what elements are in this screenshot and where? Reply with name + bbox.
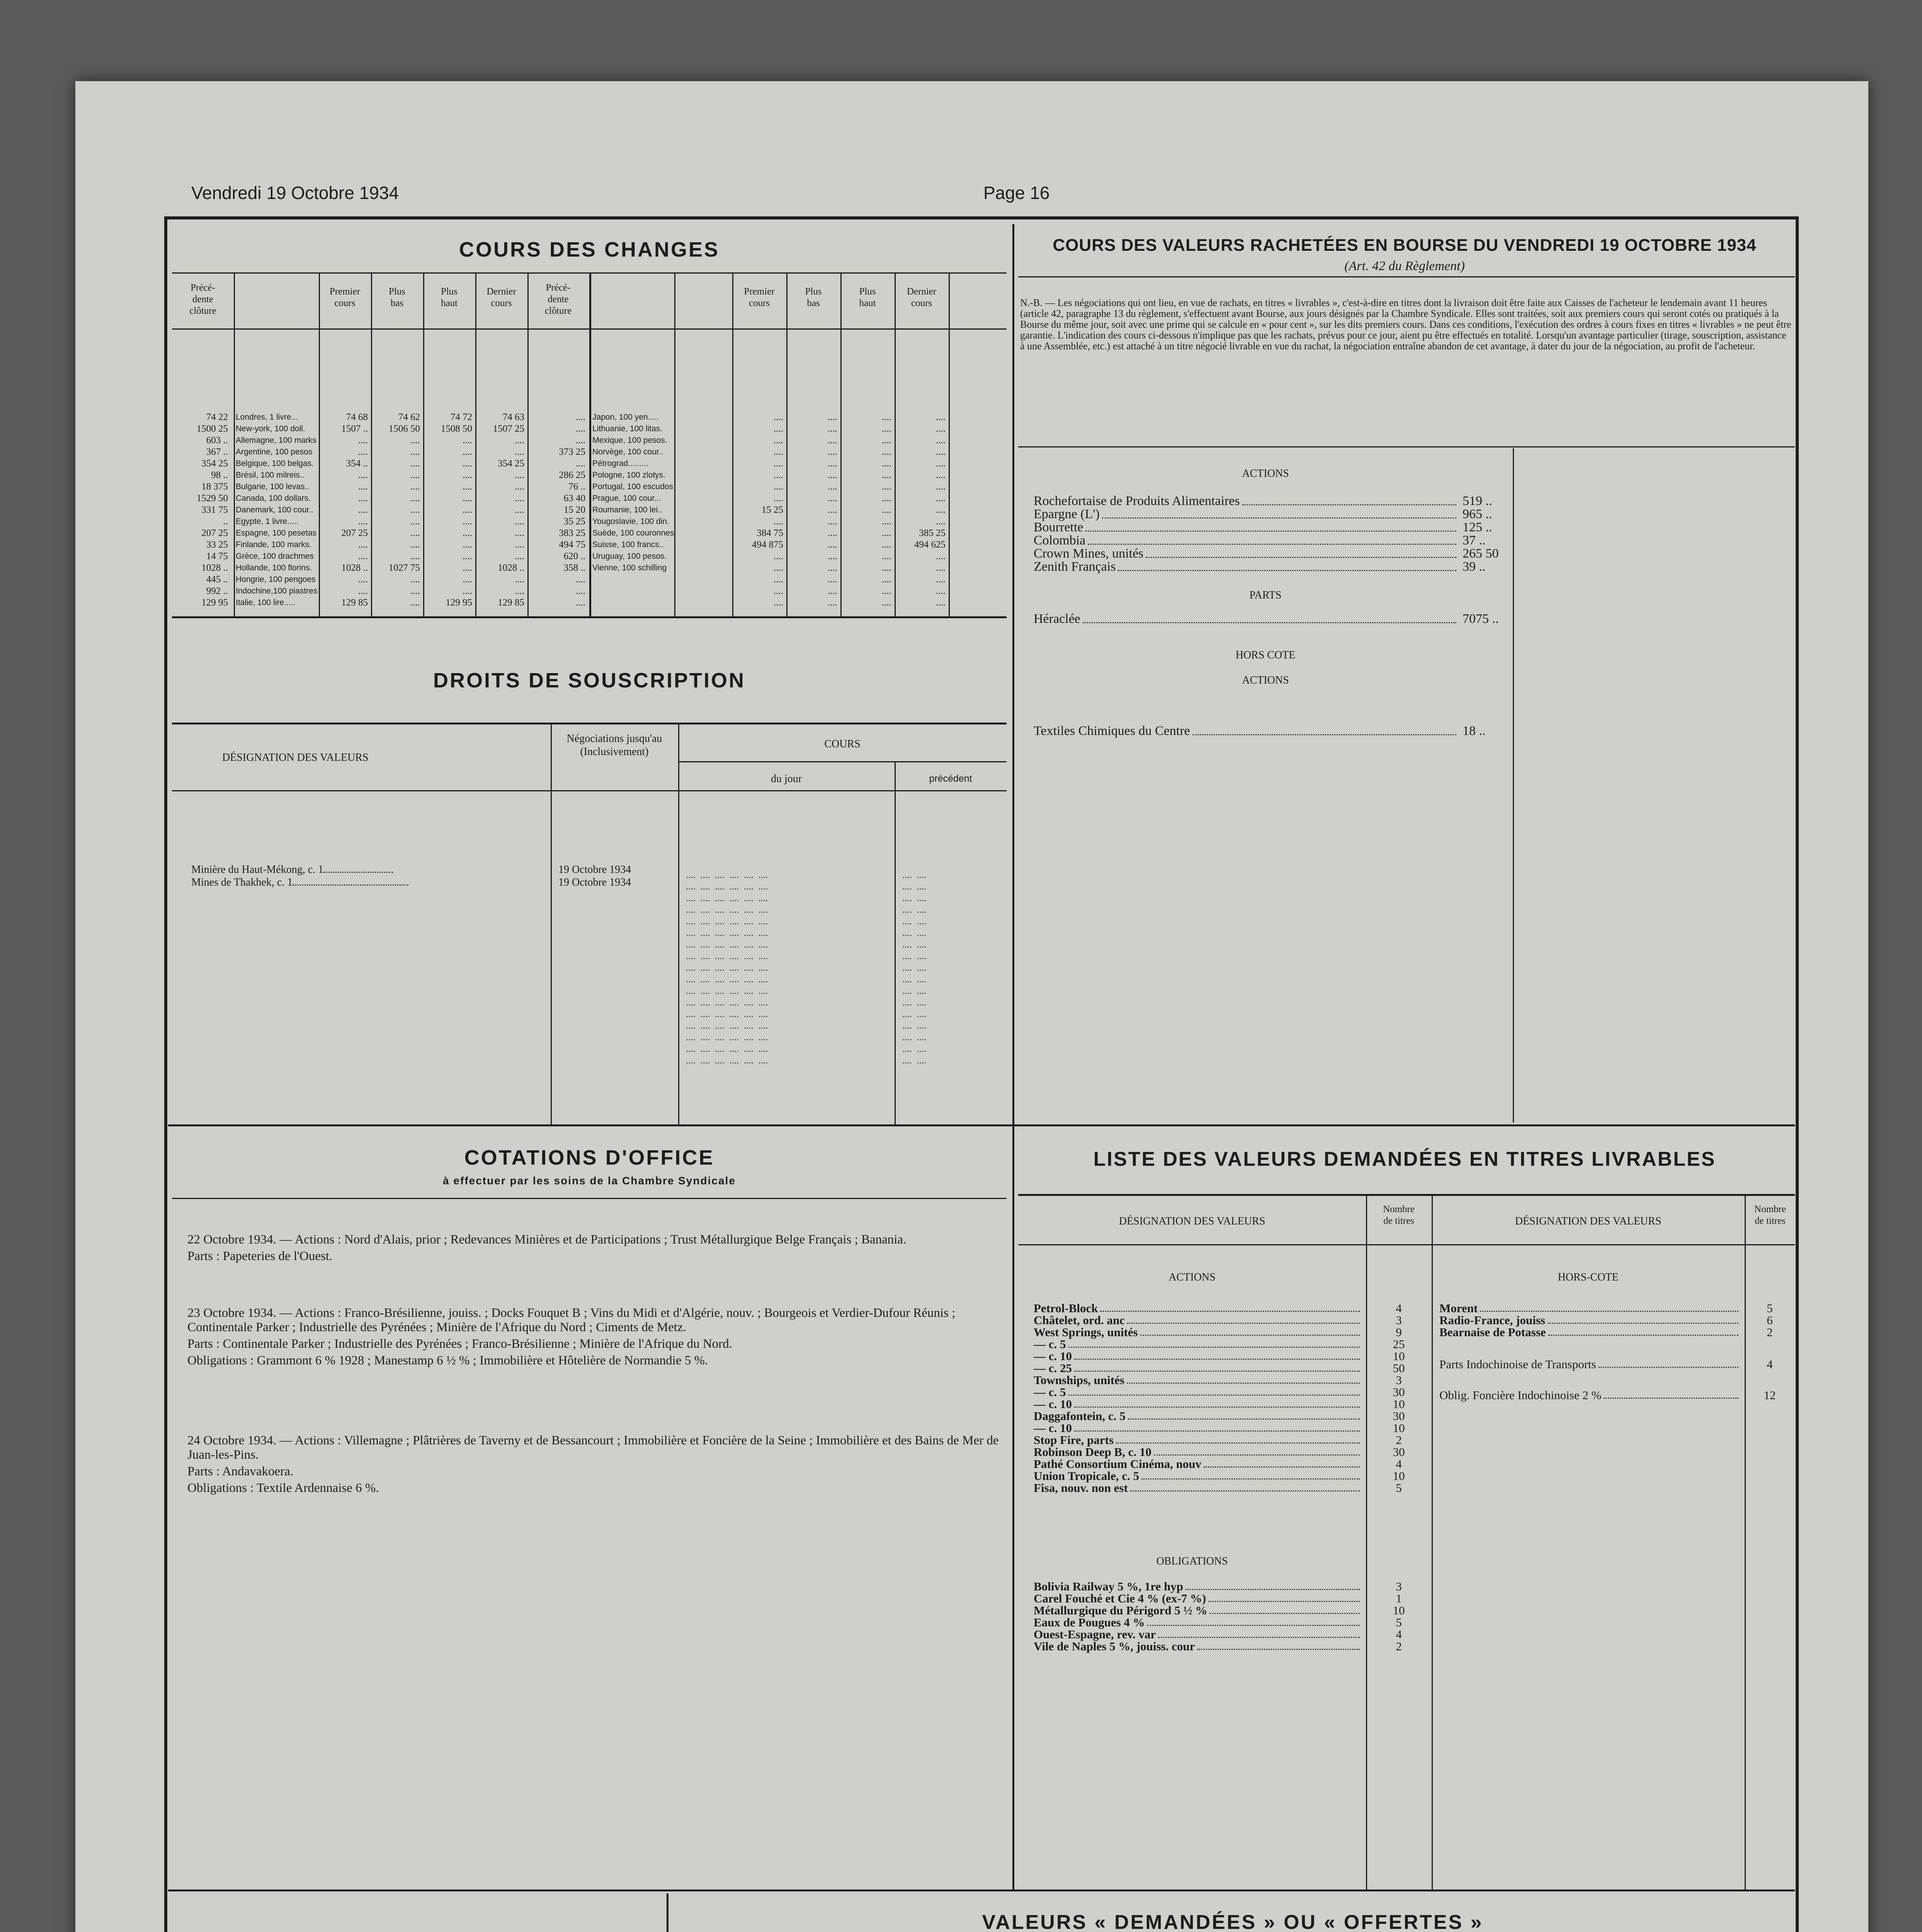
left-low-values: 74 62 1506 50 .... .... .... .... .... .... .... .... .... .... .... 1027 75 .... .... .... (388, 412, 420, 608)
livrables-action-row-name: Union Tropicale, c. 5 (1034, 1469, 1139, 1483)
rachetees-part-row-name: Héraclée (1034, 612, 1080, 626)
droits-row (191, 864, 547, 876)
hdr-low-left: Plus bas (388, 286, 406, 308)
livrables-action-row (1034, 1302, 1362, 1314)
livrables-obligation-row (1034, 1640, 1362, 1652)
livrables-header-bottom (1018, 1244, 1795, 1245)
dot-leader (1548, 1323, 1738, 1324)
droits-dotted-prev: .... .... .... .... .... .... .... .... .... .... .... .... .... .... .... .... .... .... .... .... .... .... .... .... .... .... .... .... .... .... .... .... .... .... (902, 870, 927, 1066)
livrables-action-row-n: 10 (1393, 1349, 1405, 1363)
dot-leader (1154, 1454, 1360, 1456)
livrables-hc-row (1439, 1314, 1741, 1326)
livrables-obligation-row-name: Ouest-Espagne, rev. var (1034, 1628, 1156, 1641)
dot-leader (1147, 1625, 1360, 1626)
livrables-hc-row-n: 2 (1767, 1325, 1773, 1339)
dot-leader (1100, 1311, 1360, 1312)
changes-title: COURS DES CHANGES (459, 238, 720, 261)
dot-leader (1116, 1442, 1360, 1444)
cotations-line-text: Obligations : Textile Ardennaise 6 %. (187, 1481, 379, 1495)
dot-leader (1204, 1466, 1360, 1468)
hdr-first-left: Premier cours (329, 286, 361, 308)
livrables-obligation-row-n: 3 (1396, 1580, 1402, 1593)
rachetees-hc-actions-label: ACTIONS (1242, 674, 1289, 686)
livrables-action-row-n: 2 (1396, 1433, 1402, 1447)
hdr-high-right: Plus haut (859, 286, 876, 308)
livrables-col-nombre: Nombre de titres (1383, 1204, 1415, 1226)
droits-row (191, 876, 547, 888)
dot-leader (1085, 531, 1456, 532)
dot-leader (1599, 1367, 1738, 1368)
livrables-col-sep (1745, 1194, 1746, 1889)
livrables-action-row-name: — c. 10 (1034, 1349, 1072, 1363)
rachetees-action-row-name: Bourrette (1034, 520, 1083, 534)
livrables-hc-row (1439, 1302, 1741, 1314)
demandees-title: VALEURS « DEMANDÉES » OU « OFFERTES » (982, 1911, 1483, 1932)
droits-col-sep (551, 723, 552, 1124)
dot-leader (1548, 1335, 1738, 1336)
column-divider-top (1012, 224, 1014, 1889)
livrables-col-sep (1366, 1194, 1367, 1889)
rachetees-action-row-value: 37 .. (1463, 533, 1486, 548)
droits-cours-line (678, 761, 1007, 762)
hdr-last-left: Dernier cours (486, 286, 516, 308)
left-high-values: 74 72 1508 50 .... .... .... .... .... .... .... .... .... .... .... .... .... .... 129 95 (441, 412, 472, 608)
col-sep (234, 272, 235, 616)
rachetees-action-row-name: Colombia (1034, 533, 1086, 548)
livrables-obligation-row-name: Eaux de Pougues 4 % (1034, 1616, 1145, 1629)
livrables-obligation-row-name: Bolivia Railway 5 %, 1re hyp (1034, 1580, 1183, 1593)
livrables-action-row (1034, 1422, 1362, 1434)
rachetees-action-row-name: Rochefortaise de Produits Alimentaires (1034, 494, 1240, 508)
rachetees-note: N.-B. — Les négociations qui ont lieu, en vue de rachats, en titres « livrables », c'est-à-dire en titres dont la livraison doit être faite aux Caisses de l'acheteur le lendemain avant 11 heures (article 42, paragraphe 13 du règlement, s'effectuent avant Bourse, aux jours désignés par la Chambre Syndicale. Elles sont traitées, soit aux premiers cours qui seront cotés ou pratiqués à la Bourse du même jour, soit avec une prime qui se calcule en « pour cent », sur les dits premiers cours. Dans ces conditions, l'exécution des ordres à cours fixes en titres « livrables » ne peut être garantie. L'indication des cours ci-dessous n'implique pas que les rachats, prévus pour ce jour, aient pu être effectués en totalité. Lorsqu'un avantage particulier (tirage, souscription, assistance à une Assemblée, etc.) est attaché à un titre négocié livrable en vue du rachat, la négociation entraîne abandon de cet avantage, à dater du jour de la négociation, au profit de l'acheteur. (1020, 297, 1791, 352)
dot-leader (1074, 1406, 1360, 1408)
droits-header-top (172, 723, 1007, 724)
dot-leader (1140, 1335, 1360, 1336)
livrables-obligation-row-n: 2 (1396, 1639, 1402, 1653)
livrables-action-row (1034, 1374, 1362, 1386)
livrables-obligation-row-name: Vile de Naples 5 %, jouiss. cour (1034, 1639, 1195, 1653)
rachetees-parts-label: PARTS (1249, 589, 1282, 601)
hdr-low-right: Plus bas (805, 286, 822, 308)
dot-leader (1068, 1347, 1360, 1348)
cotations-block (187, 1233, 999, 1264)
livrables-action-row (1034, 1386, 1362, 1398)
droits-col-cours: COURS (824, 738, 861, 750)
livrables-header-top (1018, 1194, 1795, 1196)
hdr-last-right: Dernier cours (907, 286, 937, 308)
livrables-action-row-n: 3 (1396, 1373, 1402, 1387)
livrables-action-row-name: Pathé Consortium Cinéma, nouv (1034, 1457, 1202, 1471)
livrables-hc-row-name: Oblig. Foncière Indochinoise 2 % (1439, 1388, 1602, 1402)
rachetees-line (1018, 276, 1795, 277)
dot-leader (1083, 622, 1456, 623)
rachetees-hc-row-name: Textiles Chimiques du Centre (1034, 724, 1190, 738)
livrables-col-designation-2: DÉSIGNATION DES VALEURS (1515, 1215, 1662, 1227)
rachetees-action-row (1034, 560, 1459, 573)
droits-col-negociations: Négociations jusqu'au (Inclusivement) (566, 733, 662, 758)
frame-left (164, 216, 167, 1932)
rachetees-hc-row (1034, 724, 1459, 738)
rachetees-note-bottom (1018, 446, 1795, 447)
dot-leader (1127, 1323, 1360, 1324)
dot-leader (1197, 1649, 1360, 1650)
droits-row-date: 19 Octobre 1934 (558, 864, 631, 876)
col-sep (949, 272, 950, 616)
frame-top (164, 216, 1799, 219)
changes-bottom (172, 616, 1007, 618)
rachetees-part-row (1034, 612, 1459, 626)
hdr-prev-left: Précé- dente clôture (189, 282, 216, 316)
livrables-hc-row-n: 6 (1767, 1313, 1773, 1327)
dot-leader (1074, 1371, 1360, 1372)
dot-leader (1480, 1311, 1738, 1312)
livrables-action-row-name: — c. 10 (1034, 1421, 1072, 1435)
rachetees-subtitle: (Art. 42 du Règlement) (1344, 259, 1465, 273)
rachetees-action-row (1034, 495, 1459, 508)
livrables-obligation-row (1034, 1604, 1362, 1616)
livrables-action-row (1034, 1434, 1362, 1446)
rachetees-action-row-value: 265 50 (1463, 546, 1499, 561)
rachetees-action-row-name: Crown Mines, unités (1034, 546, 1144, 561)
livrables-actions-label: ACTIONS (1169, 1271, 1216, 1283)
dot-leader (1088, 544, 1456, 545)
dot-leader (1158, 1637, 1360, 1638)
livrables-action-row-name: Fisa, nouv. non est (1034, 1481, 1128, 1495)
livrables-action-row-n: 10 (1393, 1469, 1405, 1483)
rachetees-action-row (1034, 521, 1459, 534)
livrables-action-row (1034, 1446, 1362, 1458)
livrables-action-row-name: Stop Fire, parts (1034, 1433, 1114, 1447)
cotations-line (172, 1198, 1007, 1199)
divider-upper (168, 1124, 1795, 1126)
cotations-line-text: Parts : Andavakoera. (187, 1464, 294, 1478)
livrables-action-row (1034, 1350, 1362, 1362)
frame-right (1796, 216, 1799, 1932)
hdr-high-left: Plus haut (441, 286, 458, 308)
dot-leader (1146, 557, 1456, 558)
livrables-action-row-name: Petrol-Block (1034, 1301, 1098, 1315)
livrables-obligations-label: OBLIGATIONS (1156, 1555, 1228, 1567)
col-sep (589, 272, 591, 616)
cotations-line-text: 23 Octobre 1934. — Actions : Franco-Brésilienne, jouiss. ; Docks Fouquet B ; Vins du Midi et d'Algérie, nouv. ; Bourgeois et Verdier-Dufour Réunis ; Continentale Parker ; Industrielle des Pyrénées ; Minière de l'Afrique du Nord ; Ciments de Metz. (187, 1306, 956, 1334)
cotations-line-text: Obligations : Grammont 6 % 1928 ; Manestamp 6 ½ % ; Immobilière et Hôtelière de Normandie 5 %. (187, 1354, 708, 1367)
livrables-action-row-n: 9 (1396, 1325, 1402, 1339)
rachetees-action-row-name: Epargne (L') (1034, 507, 1100, 521)
livrables-col-designation: DÉSIGNATION DES VALEURS (1119, 1215, 1265, 1227)
livrables-action-row-n: 4 (1396, 1457, 1402, 1471)
droits-row-date: 19 Octobre 1934 (558, 876, 631, 888)
livrables-col-sep (1432, 1194, 1433, 1889)
livrables-action-row-n: 5 (1396, 1481, 1402, 1495)
dot-leader (1074, 1430, 1360, 1432)
livrables-action-row-n: 10 (1393, 1397, 1405, 1411)
livrables-obligation-row-n: 4 (1396, 1628, 1402, 1641)
dot-leader (1242, 504, 1457, 505)
droits-dotted-grid: .... .... .... .... .... .... .... .... .... .... .... .... .... .... .... .... .... .... .... .... .... .... .... .... .... .... .... .... .... .... .... .... .... .... .... .... .... .... .... .... .... .... .... .... .... .... .... .... .... .... .... .... .... .... .... .... .... .... .... .... .... .... .... .... .... .... .... .... .... .... .... .... .... .... .... .... .... .... .... .... .... .... .... .... .... .... .... .... .... .... .... .... .... .... .... .... .... .... .... .... .... .... (686, 870, 768, 1066)
livrables-action-row-name: — c. 5 (1034, 1385, 1066, 1399)
rachetees-hors-cote-label: HORS COTE (1235, 649, 1296, 661)
livrables-hc-row-name: Radio-France, jouiss (1439, 1313, 1545, 1327)
dot-leader (1208, 1601, 1360, 1602)
livrables-action-row-name: — c. 10 (1034, 1397, 1072, 1411)
livrables-action-row-name: — c. 5 (1034, 1337, 1066, 1351)
livrables-obligation-row (1034, 1628, 1362, 1640)
dot-leader (1127, 1383, 1360, 1384)
livrables-action-row-name: West Springs, unités (1034, 1325, 1138, 1339)
rachetees-action-row (1034, 508, 1459, 521)
livrables-hc-row-n: 12 (1764, 1388, 1776, 1402)
livrables-obligation-row-n: 10 (1393, 1604, 1405, 1617)
livrables-hc-row (1439, 1358, 1741, 1370)
dot-leader (1186, 1589, 1360, 1590)
cotations-line-text: 24 Octobre 1934. — Actions : Villemagne ; Plâtrières de Taverny et de Bessancourt ; Immobilière et Foncière de la Seine ; Immobilière et des Bains de Mer de Juan-les-Pins. (187, 1434, 999, 1462)
droits-col-precedent: précédent (929, 773, 972, 784)
livrables-hors-cote-label: HORS-COTE (1558, 1271, 1619, 1283)
livrables-action-row-n: 3 (1396, 1313, 1402, 1327)
rachetees-title: COURS DES VALEURS RACHETÉES EN BOURSE DU VENDREDI 19 OCTOBRE 1934 (1053, 236, 1757, 255)
cotations-line-text: 22 Octobre 1934. — Actions : Nord d'Alais, prior ; Redevances Minières et de Participations ; Trust Métallurgique Belge Français ; Banania. (187, 1233, 907, 1247)
dot-leader (1128, 1418, 1360, 1420)
livrables-col-nombre-2: Nombre de titres (1754, 1204, 1786, 1226)
livrables-action-row (1034, 1326, 1362, 1338)
left-last-values: 74 63 1507 25 .... .... 354 25 .... .... .... .... .... .... .... .... 1028 .. .... .... 129 85 (493, 412, 524, 608)
livrables-action-row (1034, 1398, 1362, 1410)
right-currency-names: Japon, 100 yen..... Lithuanie, 100 litas. Mexique, 100 pesos. Norvège, 100 cour.. Pétrograd......... Pologne, 100 zlotys. Portugal, 100 escudos Prague, 100 cour... Roumanie, 100 lei.. Yougoslavie, 100 din. Suède, 100 couronnes Suisse, 100 francs.. Uruguay, 100 pesos. Vienne, 100 schilling (592, 413, 674, 572)
hdr-prev-right: Précé- dente clôture (544, 282, 572, 316)
rachetees-actions-label: ACTIONS (1242, 468, 1289, 480)
livrables-obligation-row-n: 5 (1396, 1616, 1402, 1629)
column-divider-bottom (667, 1893, 668, 1932)
livrables-obligation-row-name: Carel Fouché et Cie 4 % (ex-7 %) (1034, 1592, 1206, 1605)
dot-leader (1068, 1395, 1360, 1396)
page-number: Page 16 (983, 183, 1050, 203)
right-prev-values: .... .... .... 373 25 .... 286 25 76 .. 63 40 15 20 35 25 383 25 494 75 620 .. 358 .. .... .... .... (559, 412, 585, 608)
rachetees-action-row-value: 519 .. (1463, 494, 1492, 508)
livrables-action-row (1034, 1314, 1362, 1326)
col-sep (674, 272, 675, 616)
right-high-values: .... .... .... .... .... .... .... .... .... .... .... .... .... .... .... .... .... (882, 412, 891, 608)
rachetees-part-row-value: 7075 .. (1463, 612, 1499, 626)
droits-col-designation: DÉSIGNATION DES VALEURS (222, 752, 369, 764)
livrables-action-row (1034, 1338, 1362, 1350)
livrables-action-row-n: 10 (1393, 1421, 1405, 1435)
livrables-obligation-row (1034, 1616, 1362, 1628)
rachetees-hc-row-value: 18 .. (1463, 724, 1486, 738)
droits-col-jour: du jour (771, 773, 802, 785)
cotations-subtitle: à effectuer par les soins de la Chambre Syndicale (443, 1175, 736, 1187)
livrables-hc-row-name: Bearnaise de Potasse (1439, 1325, 1546, 1339)
right-low-values: .... .... .... .... .... .... .... .... .... .... .... .... .... .... .... .... .... (828, 412, 837, 608)
left-prev-values: 74 22 1500 25 603 .. 367 .. 354 25 98 .. 18 375 1529 50 331 75 .. 207 25 33 25 14 75 1028 .. 445 .. 992 .. 129 95 (196, 412, 228, 608)
dot-leader (1192, 734, 1456, 735)
livrables-obligation-row (1034, 1580, 1362, 1592)
rachetees-action-row-value: 965 .. (1463, 507, 1492, 521)
livrables-action-row (1034, 1458, 1362, 1470)
livrables-action-row-n: 50 (1393, 1361, 1405, 1375)
livrables-hc-row (1439, 1326, 1741, 1338)
rachetees-action-row (1034, 534, 1459, 547)
livrables-action-row (1034, 1410, 1362, 1422)
droits-row-name: Mines de Thakhek, c. 1 (191, 876, 293, 888)
cotations-line-text: Parts : Papeteries de l'Ouest. (187, 1249, 333, 1263)
right-last-values: .... .... .... .... .... .... .... .... .... .... 385 25 494 625 .... .... .... .... .... (914, 412, 946, 608)
livrables-action-row-n: 30 (1393, 1385, 1405, 1399)
livrables-action-row-n: 30 (1393, 1445, 1405, 1459)
droits-row-name: Minière du Haut-Mékong, c. 1 (191, 864, 324, 876)
livrables-hc-row (1439, 1389, 1741, 1401)
cotations-block (187, 1434, 999, 1495)
livrables-title: LISTE DES VALEURS DEMANDÉES EN TITRES LIVRABLES (1093, 1148, 1716, 1170)
livrables-hc-row-n: 5 (1767, 1301, 1773, 1315)
rachetees-action-row-name: Zenith Français (1034, 560, 1116, 574)
livrables-action-row-n: 25 (1393, 1337, 1405, 1351)
droits-title: DROITS DE SOUSCRIPTION (433, 669, 746, 692)
cotations-line-text: Parts : Continentale Parker ; Industrielle des Pyrénées ; Franco-Brésilienne ; Minière de l'Afrique du Nord. (187, 1337, 732, 1351)
rachetees-col-sep (1513, 448, 1514, 1122)
cotations-block (187, 1306, 999, 1368)
rachetees-action-row-value: 39 .. (1463, 560, 1486, 574)
dot-leader (1074, 1359, 1360, 1360)
dot-leader (1209, 1613, 1360, 1614)
livrables-hc-row-name: Parts Indochinoise de Transports (1439, 1357, 1596, 1371)
left-currency-names: Londres, 1 livre... New-york, 100 doll. Allemagne, 100 marks Argentine, 100 pesos Belgique, 100 belgas. Brésil, 100 milreis.. Bulgarie, 100 levas.. Canada, 100 dollars. Danemark, 100 cour.. Egypte, 1 livre..... Espagne, 100 pesetas Finlande, 100 marks. Grèce, 100 drachmes Hollande, 100 florins. Hongrie, 100 pengoes Indochine,100 piastres Italie, 100 lire..... (236, 413, 318, 607)
dot-leader (1118, 570, 1456, 571)
divider-lower (168, 1889, 1795, 1891)
livrables-action-row-n: 30 (1393, 1409, 1405, 1423)
page-date: Vendredi 19 Octobre 1934 (191, 183, 399, 203)
livrables-action-row-name: Daggafontein, c. 5 (1034, 1409, 1126, 1423)
livrables-obligation-row-n: 1 (1396, 1592, 1402, 1605)
dot-leader (1141, 1478, 1360, 1480)
left-first-values: 74 68 1507 .. .... .... 354 .. .... .... .... .... .... 207 25 .... .... 1028 .. .... .... 129 85 (341, 412, 368, 608)
livrables-action-row (1034, 1482, 1362, 1494)
livrables-obligation-row (1034, 1592, 1362, 1604)
livrables-action-row-name: — c. 25 (1034, 1361, 1072, 1375)
livrables-action-row (1034, 1362, 1362, 1374)
newspaper-page (75, 81, 1868, 1932)
col-sep (527, 272, 529, 616)
livrables-action-row-name: Châtelet, ord. anc (1034, 1313, 1125, 1327)
cotations-title: COTATIONS D'OFFICE (464, 1146, 714, 1169)
dot-leader (1604, 1398, 1738, 1399)
livrables-hc-row-n: 4 (1767, 1357, 1773, 1371)
livrables-action-row (1034, 1470, 1362, 1482)
livrables-action-row-name: Townships, unités (1034, 1373, 1124, 1387)
livrables-obligation-row-name: Métallurgique du Périgord 5 ½ % (1034, 1604, 1208, 1617)
droits-header-bottom (172, 790, 1007, 791)
livrables-hc-row-name: Morent (1439, 1301, 1478, 1315)
livrables-action-row-name: Robinson Deep B, c. 10 (1034, 1445, 1151, 1459)
rachetees-action-row (1034, 547, 1459, 560)
droits-col-sep (895, 761, 896, 1124)
dot-leader (1130, 1490, 1360, 1492)
rachetees-action-row-value: 125 .. (1463, 520, 1492, 534)
right-first-values: .... .... .... .... .... .... .... .... 15 25 .... 384 75 494 875 .... .... .... .... .... (752, 412, 783, 608)
livrables-action-row-n: 4 (1396, 1301, 1402, 1315)
dot-leader (1102, 517, 1456, 519)
hdr-first-right: Premier cours (744, 286, 775, 308)
